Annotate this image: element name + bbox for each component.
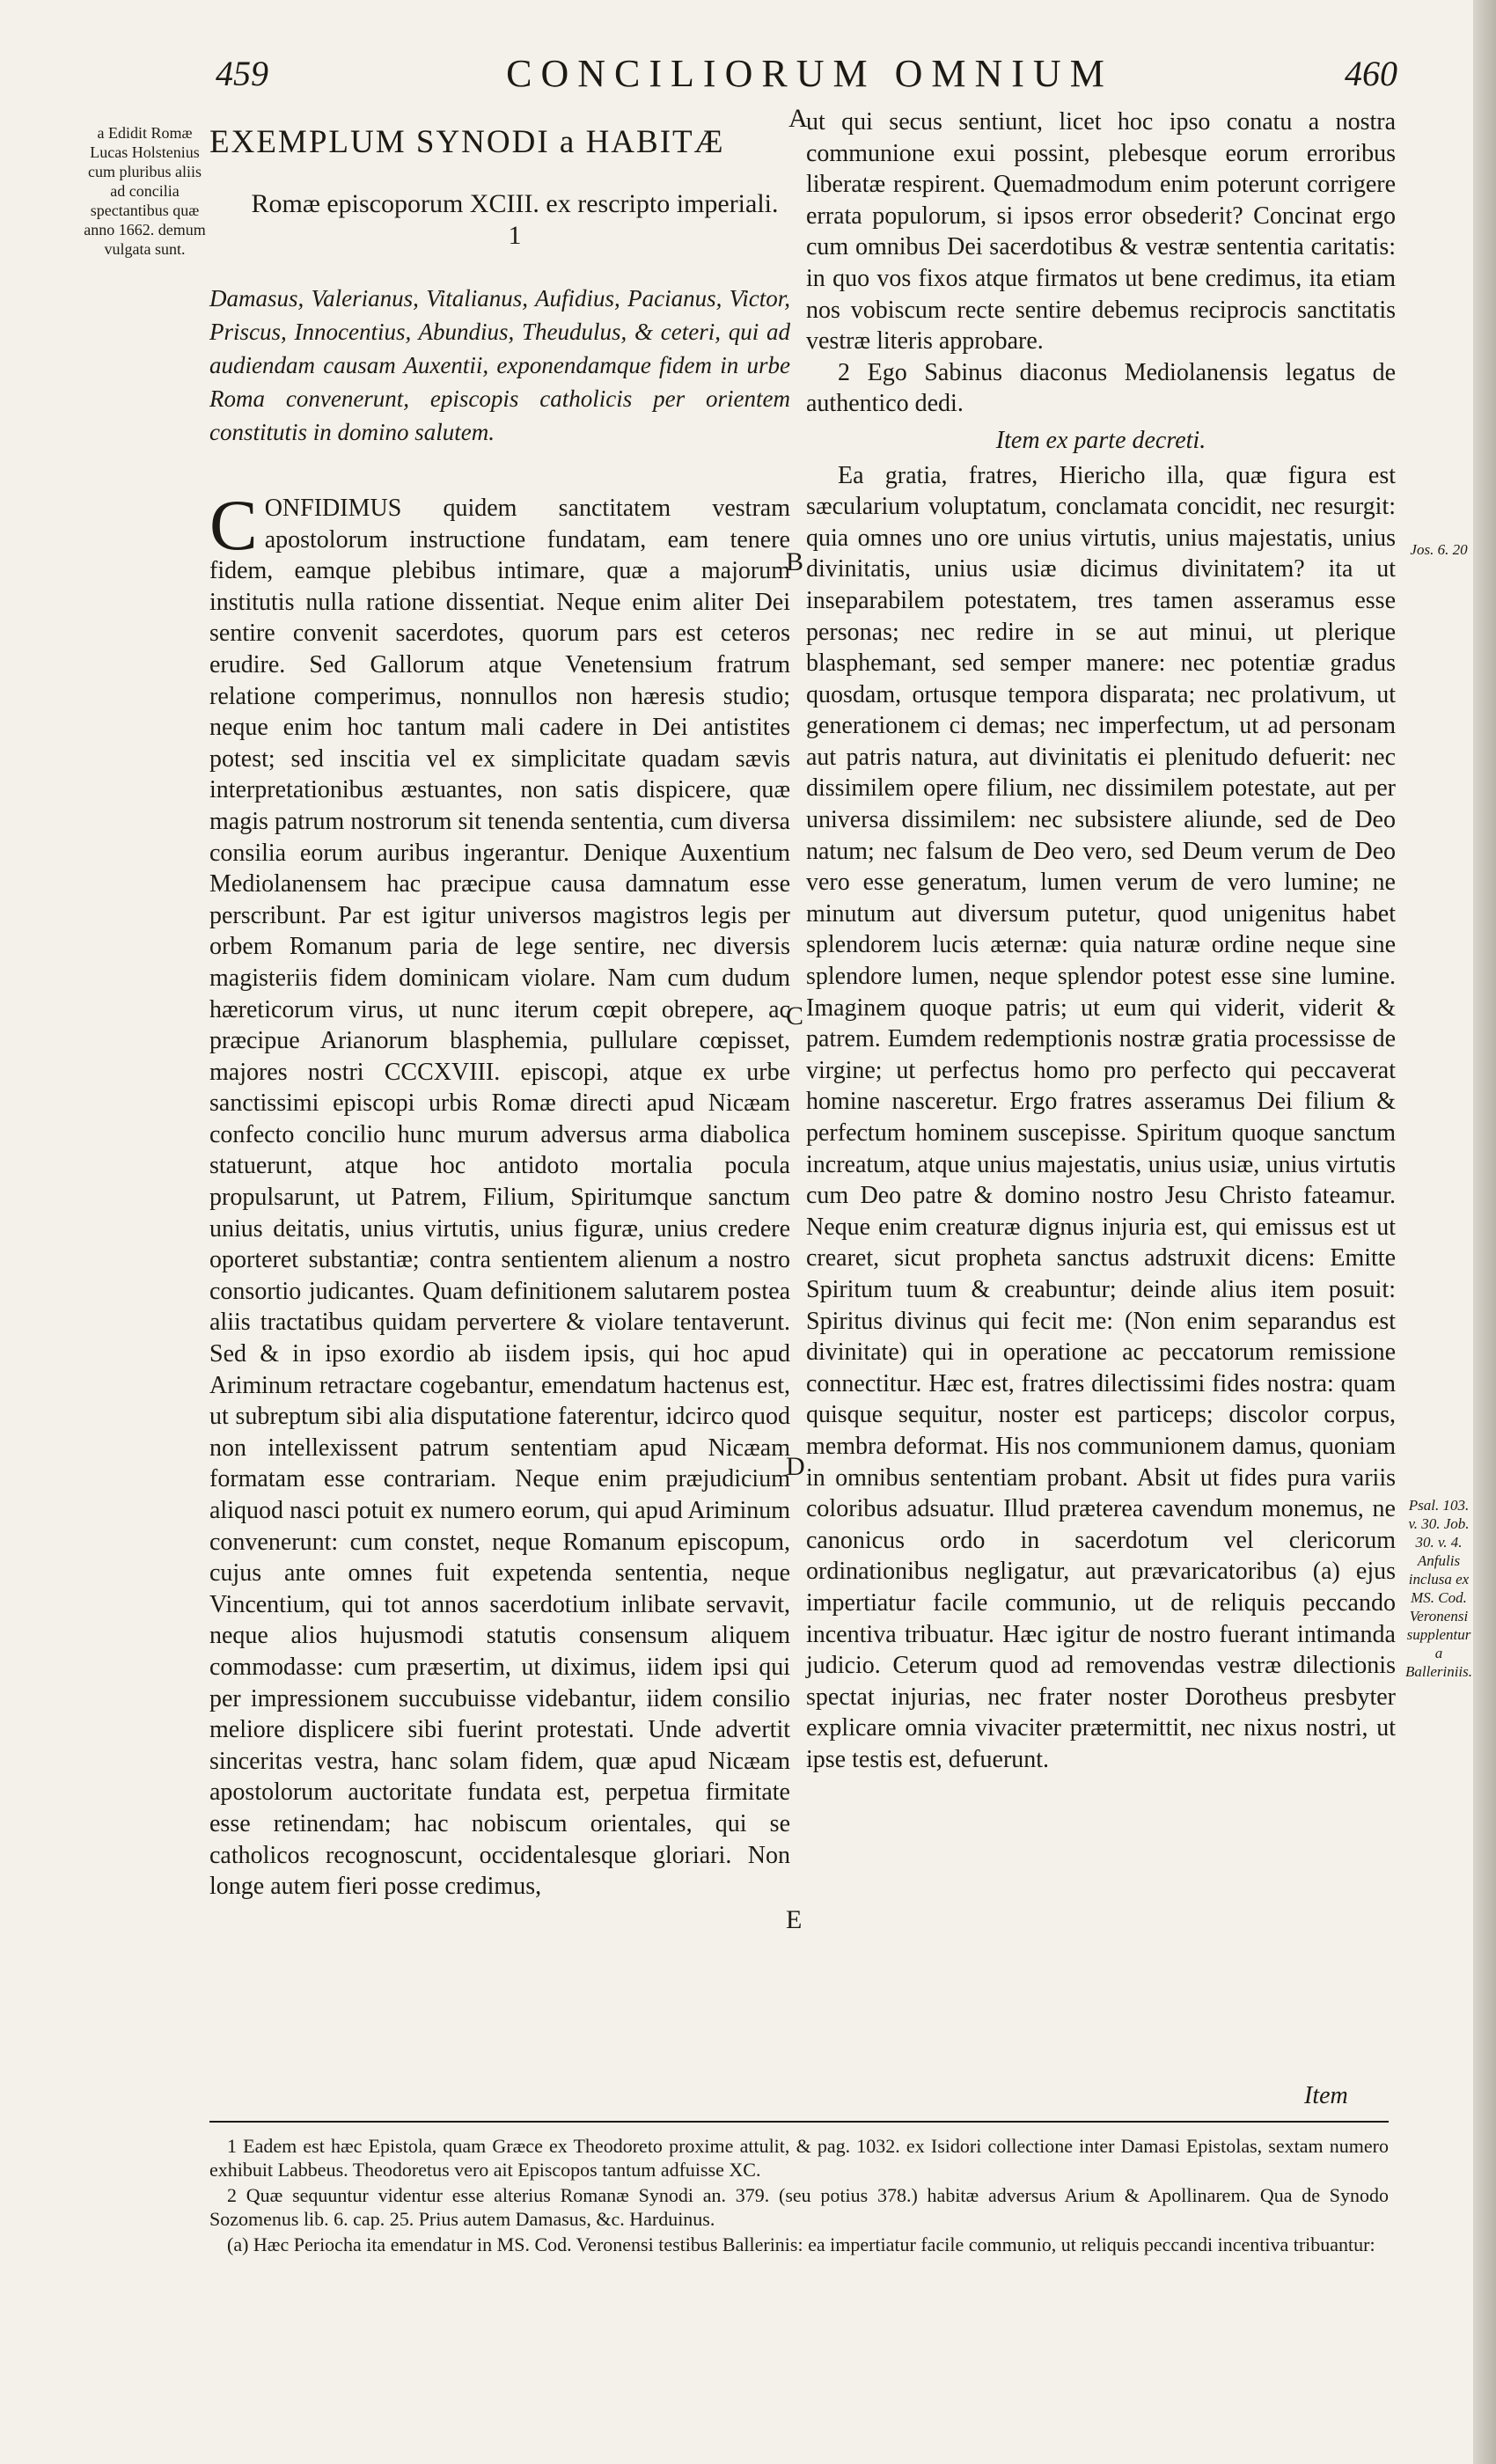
right-margin-note-1: Jos. 6. 20 xyxy=(1410,541,1468,558)
left-text-column xyxy=(209,485,790,1903)
drop-cap: C xyxy=(209,485,258,565)
left-margin-note: a Edidit Romæ Lucas Holstenius cum pluribus aliis ad concilia spectantibus quæ anno 1662. demum vulgata sunt. xyxy=(84,124,206,258)
page-number-right: 460 xyxy=(1345,54,1397,93)
left-column-text: ONFIDIMUS quidem sanctitatem vestram apostolorum instructione fundatam, eam tenere fidem, eamque plebibus intimare, quæ a majorum institutis nulla ratione dissentiat. Neque enim aliter Dei sentire convenit sacerdotes, quorum pars est ceteros erudire. Sed Gallorum atque Venetensium fratrum relatione comperimus, nonnullos non hæresis studio; neque enim hoc tantum mali cadere in Dei antistites potest; sed inscitia vel ex simplicitate quadam sævis interpretationibus æstuantes, non satis dispicere, quæ magis patrum nostrorum sit tenenda sententia, cum diversa consilia eorum auribus ingerantur. Denique Auxentium Mediolanensem hac præcipue causa damnatum esse perscribunt. Par est igitur universos magistros legis per orbem Romanum paria de lege sentire, nec diversis magisteriis fidem dominicam violare. Nam cum dudum hæreticorum virus, ut nunc iterum cœpit obrepere, ac præcipue Arianorum blasphemia, pullulare cœpisset, majores nostri CCCXVIII. episcopi, atque ex urbe sanctissimi episcopi urbis Romæ directi apud Nicæam confecto concilio hunc murum adversus arma diabolica statuerunt, atque hoc antidoto mortalia pocula propulsarunt, ut Patrem, Filium, Spiritumque sanctum unius deitatis, unius virtutis, unius figuræ, unius credere oporteret substantiæ; contra sentientem alienum a nostro consortio judicantes. Quam definitionem salutarem postea aliis tractatibus quidam pervertere & violare tentaverunt. Sed & in ipso exordio ab iisdem ipsis, qui hoc apud Ariminum retractare cogebantur, emendatum hactenus est, ut subreptum sibi alia disputatione faterentur, idcirco quod non intellexissent patrum sententiam apud Nicæam formatam esse contrariam. Neque enim præjudicium aliquod nasci potuit ex numero eorum, qui apud Ariminum convenerunt: cum constet, neque Romanum episcopum, cujus ante omnes fuit expetenda sententia, neque Vincentium, qui tot annos sacerdotium inlibate servavit, neque alios hujusmodi statutis consensum aliquem commodasse: cum præsertim, ut diximus, iidem ipsi qui per impressionem succubuisse videbantur, iidem consilio meliore displicere sibi fuerint protestati. Unde advertit sinceritas vestra, hanc solam fidem, quæ apud Nicæam apostolorum auctoritate fundata est, perpetua firmitate esse retinendam; hac nobiscum orientales, qui se catholicos recognoscunt, occidentalesque gloriari. Non longe autem fieri posse credimus, xyxy=(209,495,790,1901)
salutation-paragraph: Damasus, Valerianus, Vitalianus, Aufidius, Pacianus, Victor, Priscus, Innocentius, Abundius, Theudulus, & ceteri, qui ad audiendam causam Auxentii, exponendamque fidem in urbe Roma convenerunt, episcopis catholicis per orientem constitutis in domino salutem. xyxy=(209,285,790,445)
left-column-paragraph xyxy=(209,485,790,1903)
column-letter-e: E xyxy=(786,1905,803,1934)
page-number-left: 459 xyxy=(216,54,268,93)
column-letter-a: A xyxy=(788,104,808,133)
right-column-paragraph-1: ut qui secus sentiunt, licet hoc ipso conatu a nostra communione exui possint, plebesque eorum erroribus liberatæ respirent. Quemadmodum enim poterunt corrigere errata populorum, si ipsos error obsederit? Concinat ergo cum omnibus Dei sacerdotibus & vestræ sententia caritatis: in quo vos fixos atque firmatos ut bene credimus, ita etiam nos vobiscum recte sentire debemus reciprocis sanctitatis vestræ literis approbare. xyxy=(806,108,1396,356)
right-text-column xyxy=(806,106,1396,1775)
footnote-a: (a) Hæc Periocha ita emendatur in MS. Cod. Veronensi testibus Ballerinis: ea impertiatur facile communio, ut reliquis peccandi incentiva tribuantur: xyxy=(227,2233,1375,2255)
right-margin-note-2: Psal. 103. v. 30. Job. 30. v. 4. Anfulis inclusa ex MS. Cod. Veronensi supplentur a Balleriniis. xyxy=(1404,1497,1473,1680)
footnote-2: 2 Quæ sequuntur videntur esse alterius Romanæ Synodi an. 379. (seu potius 378.) habitæ adversus Arium & Apollinarem. Qua de Synodo Sozomenus lib. 6. cap. 25. Prius autem Damasus, &c. Harduinus. xyxy=(209,2184,1389,2230)
column-letter-d: D xyxy=(786,1452,805,1481)
page-edge-shadow xyxy=(1473,0,1496,2464)
catchword: Item xyxy=(1304,2082,1348,2109)
column-letter-b: B xyxy=(786,547,804,576)
section-heading: Item ex parte decreti. xyxy=(995,426,1206,454)
running-title: CONCILIORUM OMNIUM xyxy=(506,52,1113,95)
footnote-rule xyxy=(209,2121,1389,2123)
column-letter-c: C xyxy=(786,1001,804,1030)
footnote-1: 1 Eadem est hæc Epistola, quam Græce ex Theodoreto proxime attulit, & pag. 1032. ex Isidori collectione inter Damasi Epistolas, sextam numero exhibuit Labbeus. Theodoretus vero ait Episcopos tantum adfuisse XC. xyxy=(209,2135,1389,2181)
document-subtitle: Romæ episcoporum XCIII. ex rescripto imperiali. 1 xyxy=(251,189,779,250)
right-column-paragraph-2: Ea gratia, fratres, Hiericho illa, quæ figura est sæcularium voluptatum, conclamata concidit, nec resurgit: quia omnes uno ore unius virtutis, unius majestatis, unius divinitatis, unius usiæ dicimus divinitatem? ita ut inseparabilem potestatem, tres tamen asseramus esse personas; nec redire in se aut minui, ut plerique blasphemant, sed semper manere: nec potentiæ gradus quosdam, ortusque tempora disparata; nec prolativum, ut generationem ci demas; nec imperfectum, ut ad personam aut patris natura, aut divinitatis ei plenitudo defuerit: nec dissimilem opere filium, nec dissimilem potestate, aut per universa dissimilem: nec subsistere aliunde, sed de Deo natum; nec falsum de Deo vero, sed Deum verum de Deo vero esse generatum, lumen verum de vero lumine; ne minutum aut diversum putetur, quod unigenitus habet splendorem lucis æternæ: quia naturæ ordine neque sine splendore lumen, neque splendor potest esse sine lumine. Imaginem quoque patris; ut eum qui viderit, viderit & patrem. Eumdem redemptionis nostræ gratia processisse de virgine; ut perfectus homo pro perfecto qui peccaverat homine nasceretur. Ergo fratres asseramus Dei filium & perfectum hominem suscepisse. Spiritum quoque sanctum increatum, atque unius majestatis, unius usiæ, unius virtutis cum Deo patre & domino nostro Jesu Christo fateamur. Neque enim creaturæ dignus injuria est, qui emissus est ut crearet, sicut propheta sanctus adstruxit dicens: Emitte Spiritum tuum & creabuntur; deinde alius item posuit: Spiritus divinus qui fecit me: (Non enim separandus est divinitate) qui in operatione ac peccatorum remissione connectitur. Hæc est, fratres dilectissimi fides nostra: quam quisque sequitur, noster est particeps; discolor corpus, membra deformat. His nos communionem damus, quoniam in omnibus sententiam probant. Absit ut fides pura variis coloribus adsuatur. Illud præterea cavendum monemus, ne canonicus ordo in sacerdotum vel clericorum ordinationibus negligatur, aut prævaricatoribus (a) ejus impertiatur facile communio, ut de reliquis peccando incentiva tribuatur. Hæc igitur de nostro fuerant intimanda judicio. Ceterum quod ad removendas vestræ dilectionis spectat injurias, nec frater noster Dorotheus presbyter explicare omnia vivaciter prætermittit, nec nixus nostri, ut ipse testis est, defuerunt. xyxy=(806,461,1396,1773)
signature-line: 2 Ego Sabinus diaconus Mediolanensis legatus de authentico dedi. xyxy=(806,358,1396,418)
footnotes xyxy=(209,2134,1389,2258)
document-title: EXEMPLUM SYNODI a HABITÆ xyxy=(209,124,725,160)
